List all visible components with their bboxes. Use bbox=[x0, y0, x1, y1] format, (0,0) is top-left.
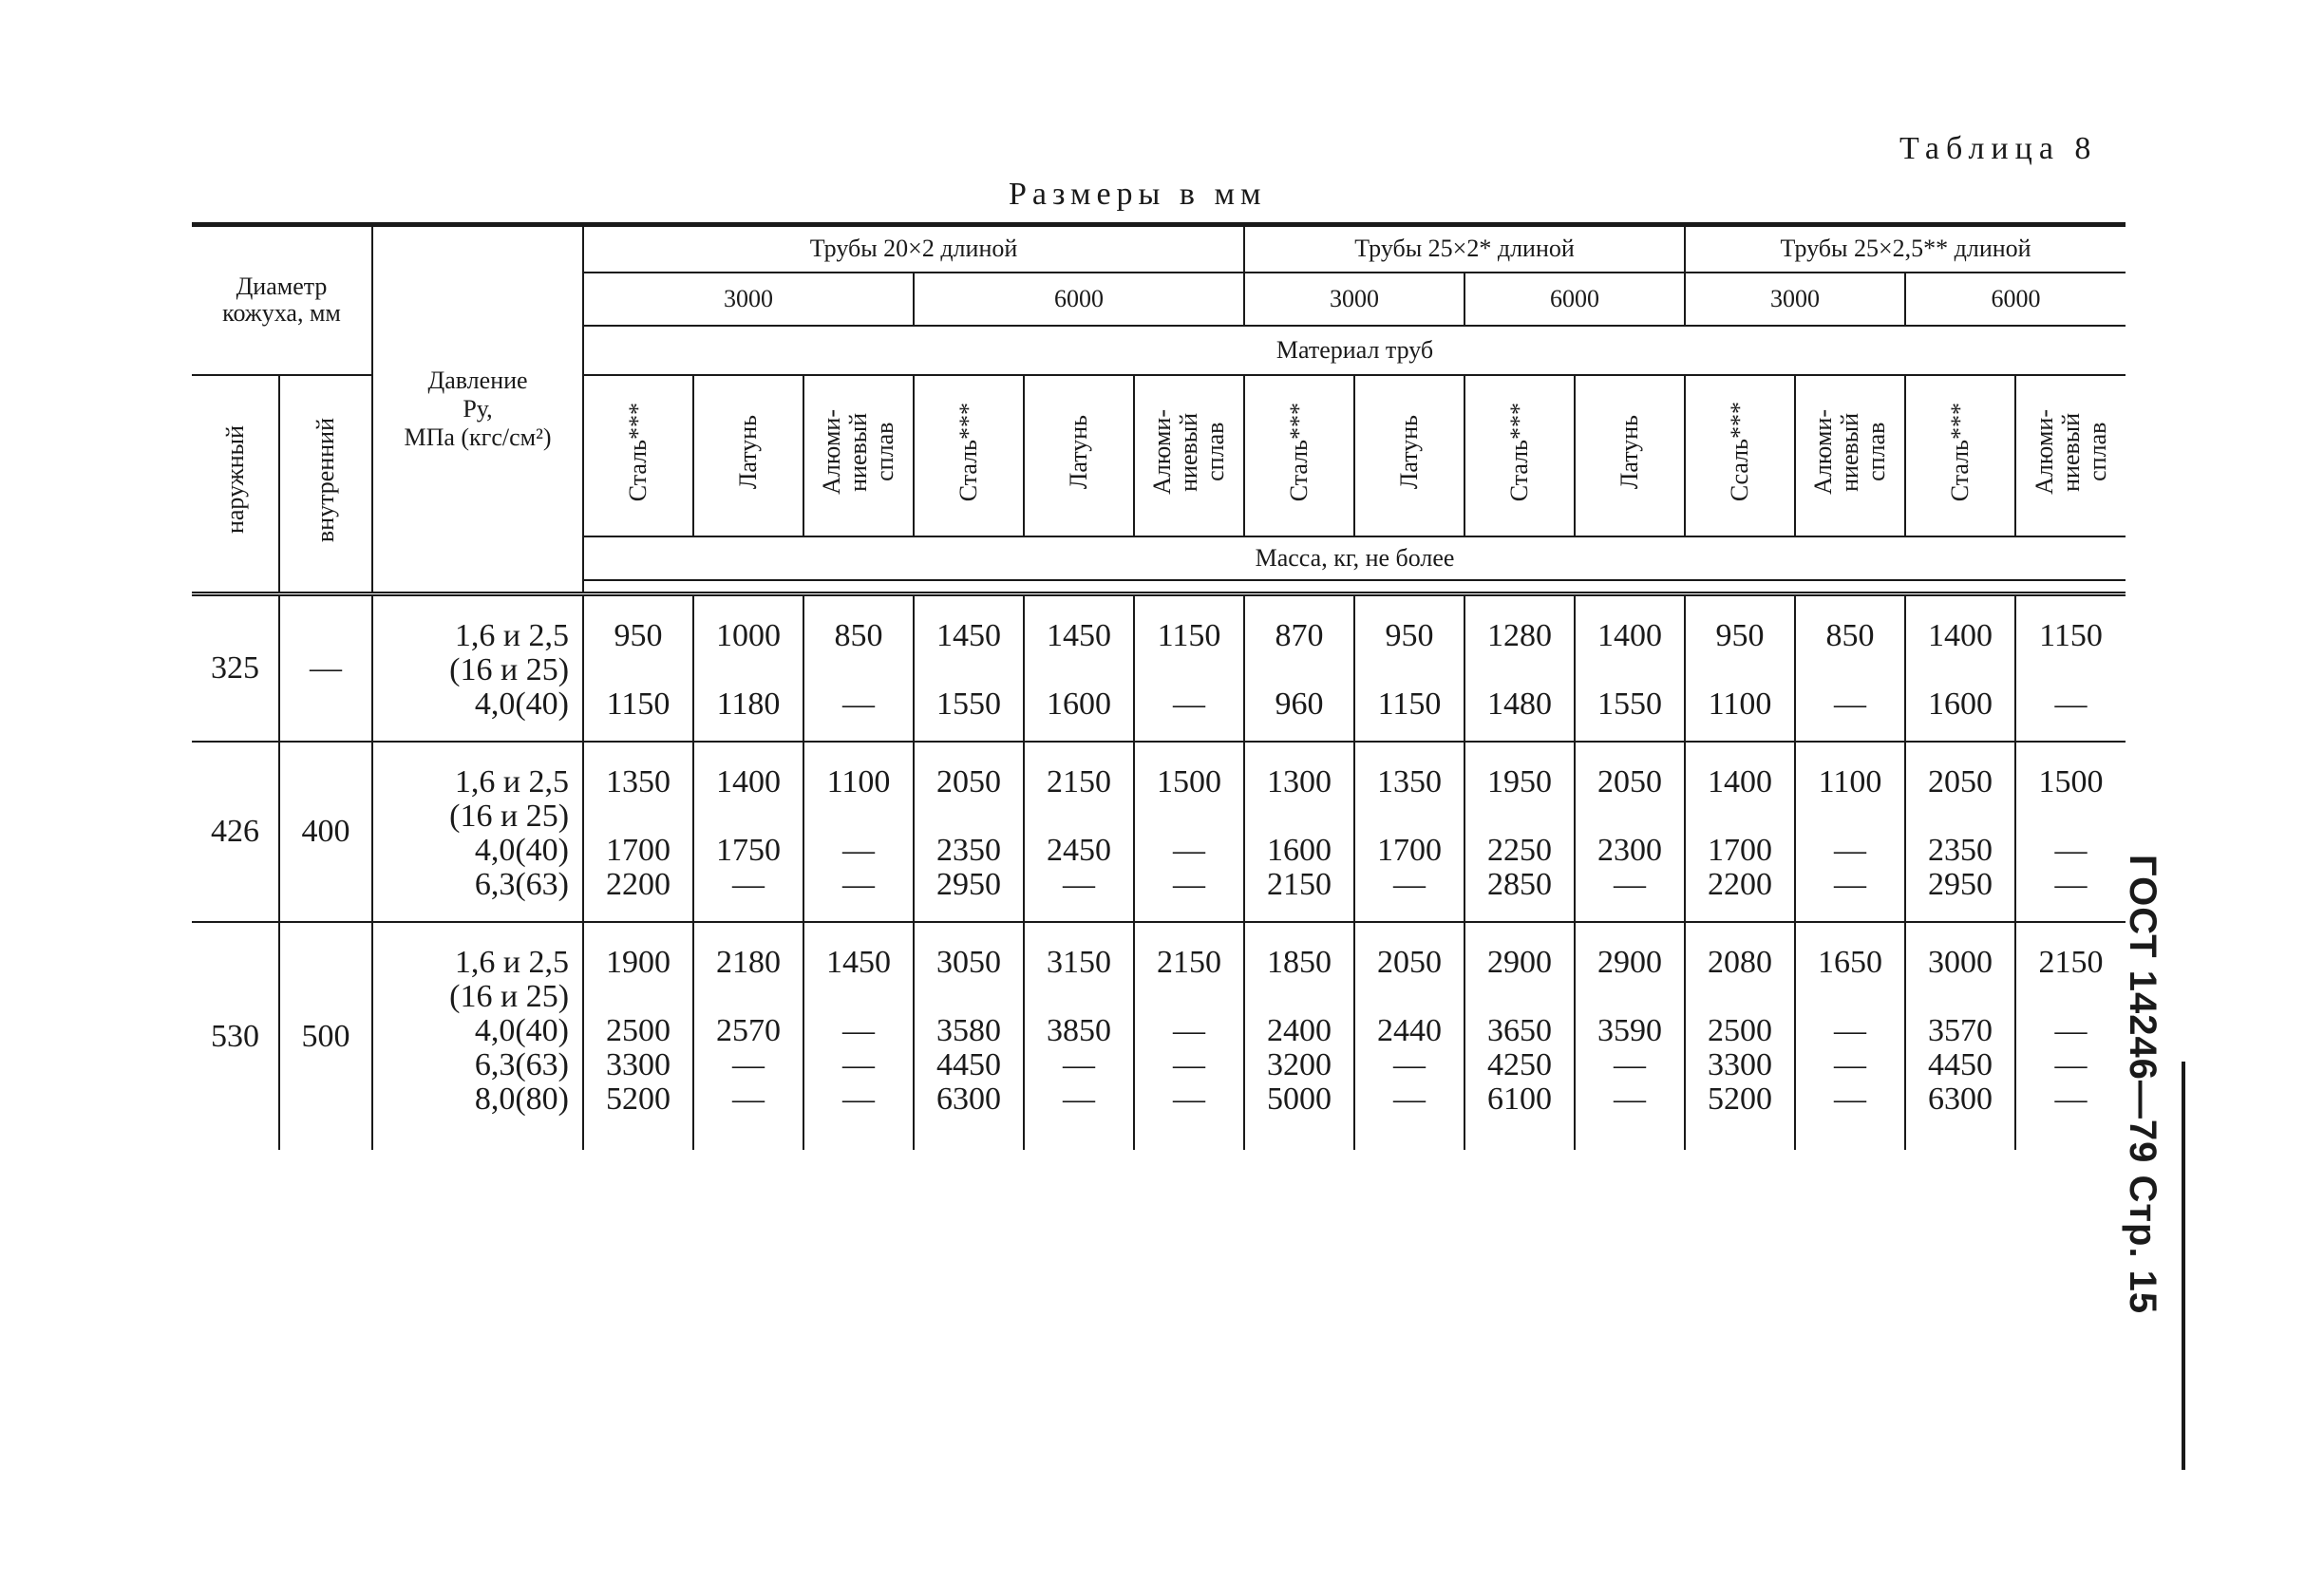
material-cell: Сталь*** bbox=[1905, 375, 2015, 536]
pressure-header: Давление Pу, МПа (кгс/см²) bbox=[372, 225, 583, 592]
mass-value: 1150 — bbox=[1134, 593, 1244, 742]
mass-value: 1100 — — bbox=[1795, 742, 1905, 922]
table-row bbox=[192, 593, 2126, 742]
material-cell: Сталь*** bbox=[1244, 375, 1354, 536]
mass-value: 950 1150 bbox=[1354, 593, 1464, 742]
side-rule bbox=[2182, 1062, 2185, 1470]
group-header-3: Трубы 25×2,5** длиной bbox=[1685, 225, 2126, 273]
mass-value: 1000 1180 bbox=[693, 593, 803, 742]
mass-value: 950 1100 bbox=[1685, 593, 1795, 742]
material-cell: Алюми- ниевый сплав bbox=[1134, 375, 1244, 536]
mass-value: 1900 2500 3300 5200 bbox=[583, 922, 693, 1150]
mass-value: 950 1150 bbox=[583, 593, 693, 742]
table-row bbox=[192, 742, 2126, 922]
mass-value: 1500 — — bbox=[2038, 764, 2104, 902]
length-header: 3000 bbox=[583, 273, 914, 326]
table-number: Таблица 8 bbox=[1899, 131, 2098, 166]
mass-value: 2900 3590 — — bbox=[1575, 922, 1685, 1150]
mass-value: 2150 2450 — bbox=[1024, 742, 1134, 922]
material-cell: Латунь bbox=[1575, 375, 1685, 536]
mass-value: 1450 — — — bbox=[803, 922, 914, 1150]
page-footer-label: ГОСТ 14246—79 Стр. 15 bbox=[2122, 855, 2163, 1315]
length-header: 6000 bbox=[914, 273, 1244, 326]
mass-value: 1350 1700 2200 bbox=[583, 742, 693, 922]
inner-diameter: 500 bbox=[279, 922, 372, 1150]
material-header: Материал труб bbox=[583, 326, 2126, 375]
mass-value: 3050 3580 4450 6300 bbox=[914, 922, 1024, 1150]
mass-value: 1400 1550 bbox=[1575, 593, 1685, 742]
mass-value: 1300 1600 2150 bbox=[1244, 742, 1354, 922]
outer-diameter: 325 bbox=[192, 593, 279, 742]
outer-diameter-header: наружный bbox=[192, 375, 279, 592]
group-header-2: Трубы 25×2* длиной bbox=[1244, 225, 1685, 273]
table-row bbox=[192, 922, 2126, 1150]
mass-value: 1450 1600 bbox=[1024, 593, 1134, 742]
length-header: 3000 bbox=[1685, 273, 1905, 326]
mass-value: 1150 — bbox=[2039, 617, 2103, 722]
mass-value: 2150 — — — bbox=[2038, 945, 2104, 1117]
material-cell: Латунь bbox=[1024, 375, 1134, 536]
inner-diameter-header: внутренний bbox=[279, 375, 372, 592]
table-caption: Размеры в мм bbox=[1009, 177, 1267, 212]
mass-value: 1400 1750 — bbox=[693, 742, 803, 922]
mass-value: 2150 — — — bbox=[1134, 922, 1244, 1150]
mass-value: 1500 — — bbox=[1134, 742, 1244, 922]
material-cell: Алюми- ниевый сплав bbox=[2015, 375, 2126, 536]
length-header: 3000 bbox=[1244, 273, 1464, 326]
material-cell: Латунь bbox=[1354, 375, 1464, 536]
length-header: 6000 bbox=[1905, 273, 2126, 326]
mass-value: 2050 2350 2950 bbox=[914, 742, 1024, 922]
pressure-values: 1,6 и 2,5 (16 и 25) 4,0(40) 6,3(63) 8,0(80) bbox=[372, 922, 583, 1150]
mass-value: 2900 3650 4250 6100 bbox=[1464, 922, 1575, 1150]
inner-diameter: 400 bbox=[279, 742, 372, 922]
diameter-header: Диаметр кожуха, мм bbox=[192, 225, 372, 375]
material-cell: Латунь bbox=[693, 375, 803, 536]
mass-value: 1950 2250 2850 bbox=[1464, 742, 1575, 922]
pressure-values: 1,6 и 2,5 (16 и 25) 4,0(40) 6,3(63) bbox=[372, 742, 583, 922]
mass-value: 2050 2300 — bbox=[1575, 742, 1685, 922]
material-cell: Сталь*** bbox=[583, 375, 693, 536]
mass-value: 1650 — — — bbox=[1795, 922, 1905, 1150]
mass-table bbox=[192, 222, 2126, 1150]
material-cell: Сталь*** bbox=[914, 375, 1024, 536]
mass-value: 870 960 bbox=[1244, 593, 1354, 742]
mass-value: 850 — bbox=[1795, 593, 1905, 742]
mass-value: 1280 1480 bbox=[1464, 593, 1575, 742]
mass-value: 850 — bbox=[803, 593, 914, 742]
mass-header: Масса, кг, не более bbox=[583, 536, 2126, 580]
mass-value: 1450 1550 bbox=[914, 593, 1024, 742]
mass-value: 2050 2350 2950 bbox=[1905, 742, 2015, 922]
material-cell: Сталь*** bbox=[1464, 375, 1575, 536]
material-cell: Алюми- ниевый сплав bbox=[1795, 375, 1905, 536]
group-header-1: Трубы 20×2 длиной bbox=[583, 225, 1244, 273]
mass-value: 3150 3850 — — bbox=[1024, 922, 1134, 1150]
mass-value: 3000 3570 4450 6300 bbox=[1905, 922, 2015, 1150]
mass-value: 1400 1600 bbox=[1905, 593, 2015, 742]
pressure-values: 1,6 и 2,5 (16 и 25) 4,0(40) bbox=[372, 593, 583, 742]
outer-diameter: 426 bbox=[192, 742, 279, 922]
mass-value: 1100 — — bbox=[803, 742, 914, 922]
inner-diameter: — bbox=[279, 593, 372, 742]
outer-diameter: 530 bbox=[192, 922, 279, 1150]
mass-value: 2050 2440 — — bbox=[1354, 922, 1464, 1150]
mass-value: 1850 2400 3200 5000 bbox=[1244, 922, 1354, 1150]
mass-value: 2180 2570 — — bbox=[693, 922, 803, 1150]
mass-value: 2080 2500 3300 5200 bbox=[1685, 922, 1795, 1150]
material-cell: Алюми- ниевый сплав bbox=[803, 375, 914, 536]
mass-value: 1350 1700 — bbox=[1354, 742, 1464, 922]
material-cell: Ссаль*** bbox=[1685, 375, 1795, 536]
length-header: 6000 bbox=[1464, 273, 1685, 326]
mass-value: 1400 1700 2200 bbox=[1685, 742, 1795, 922]
